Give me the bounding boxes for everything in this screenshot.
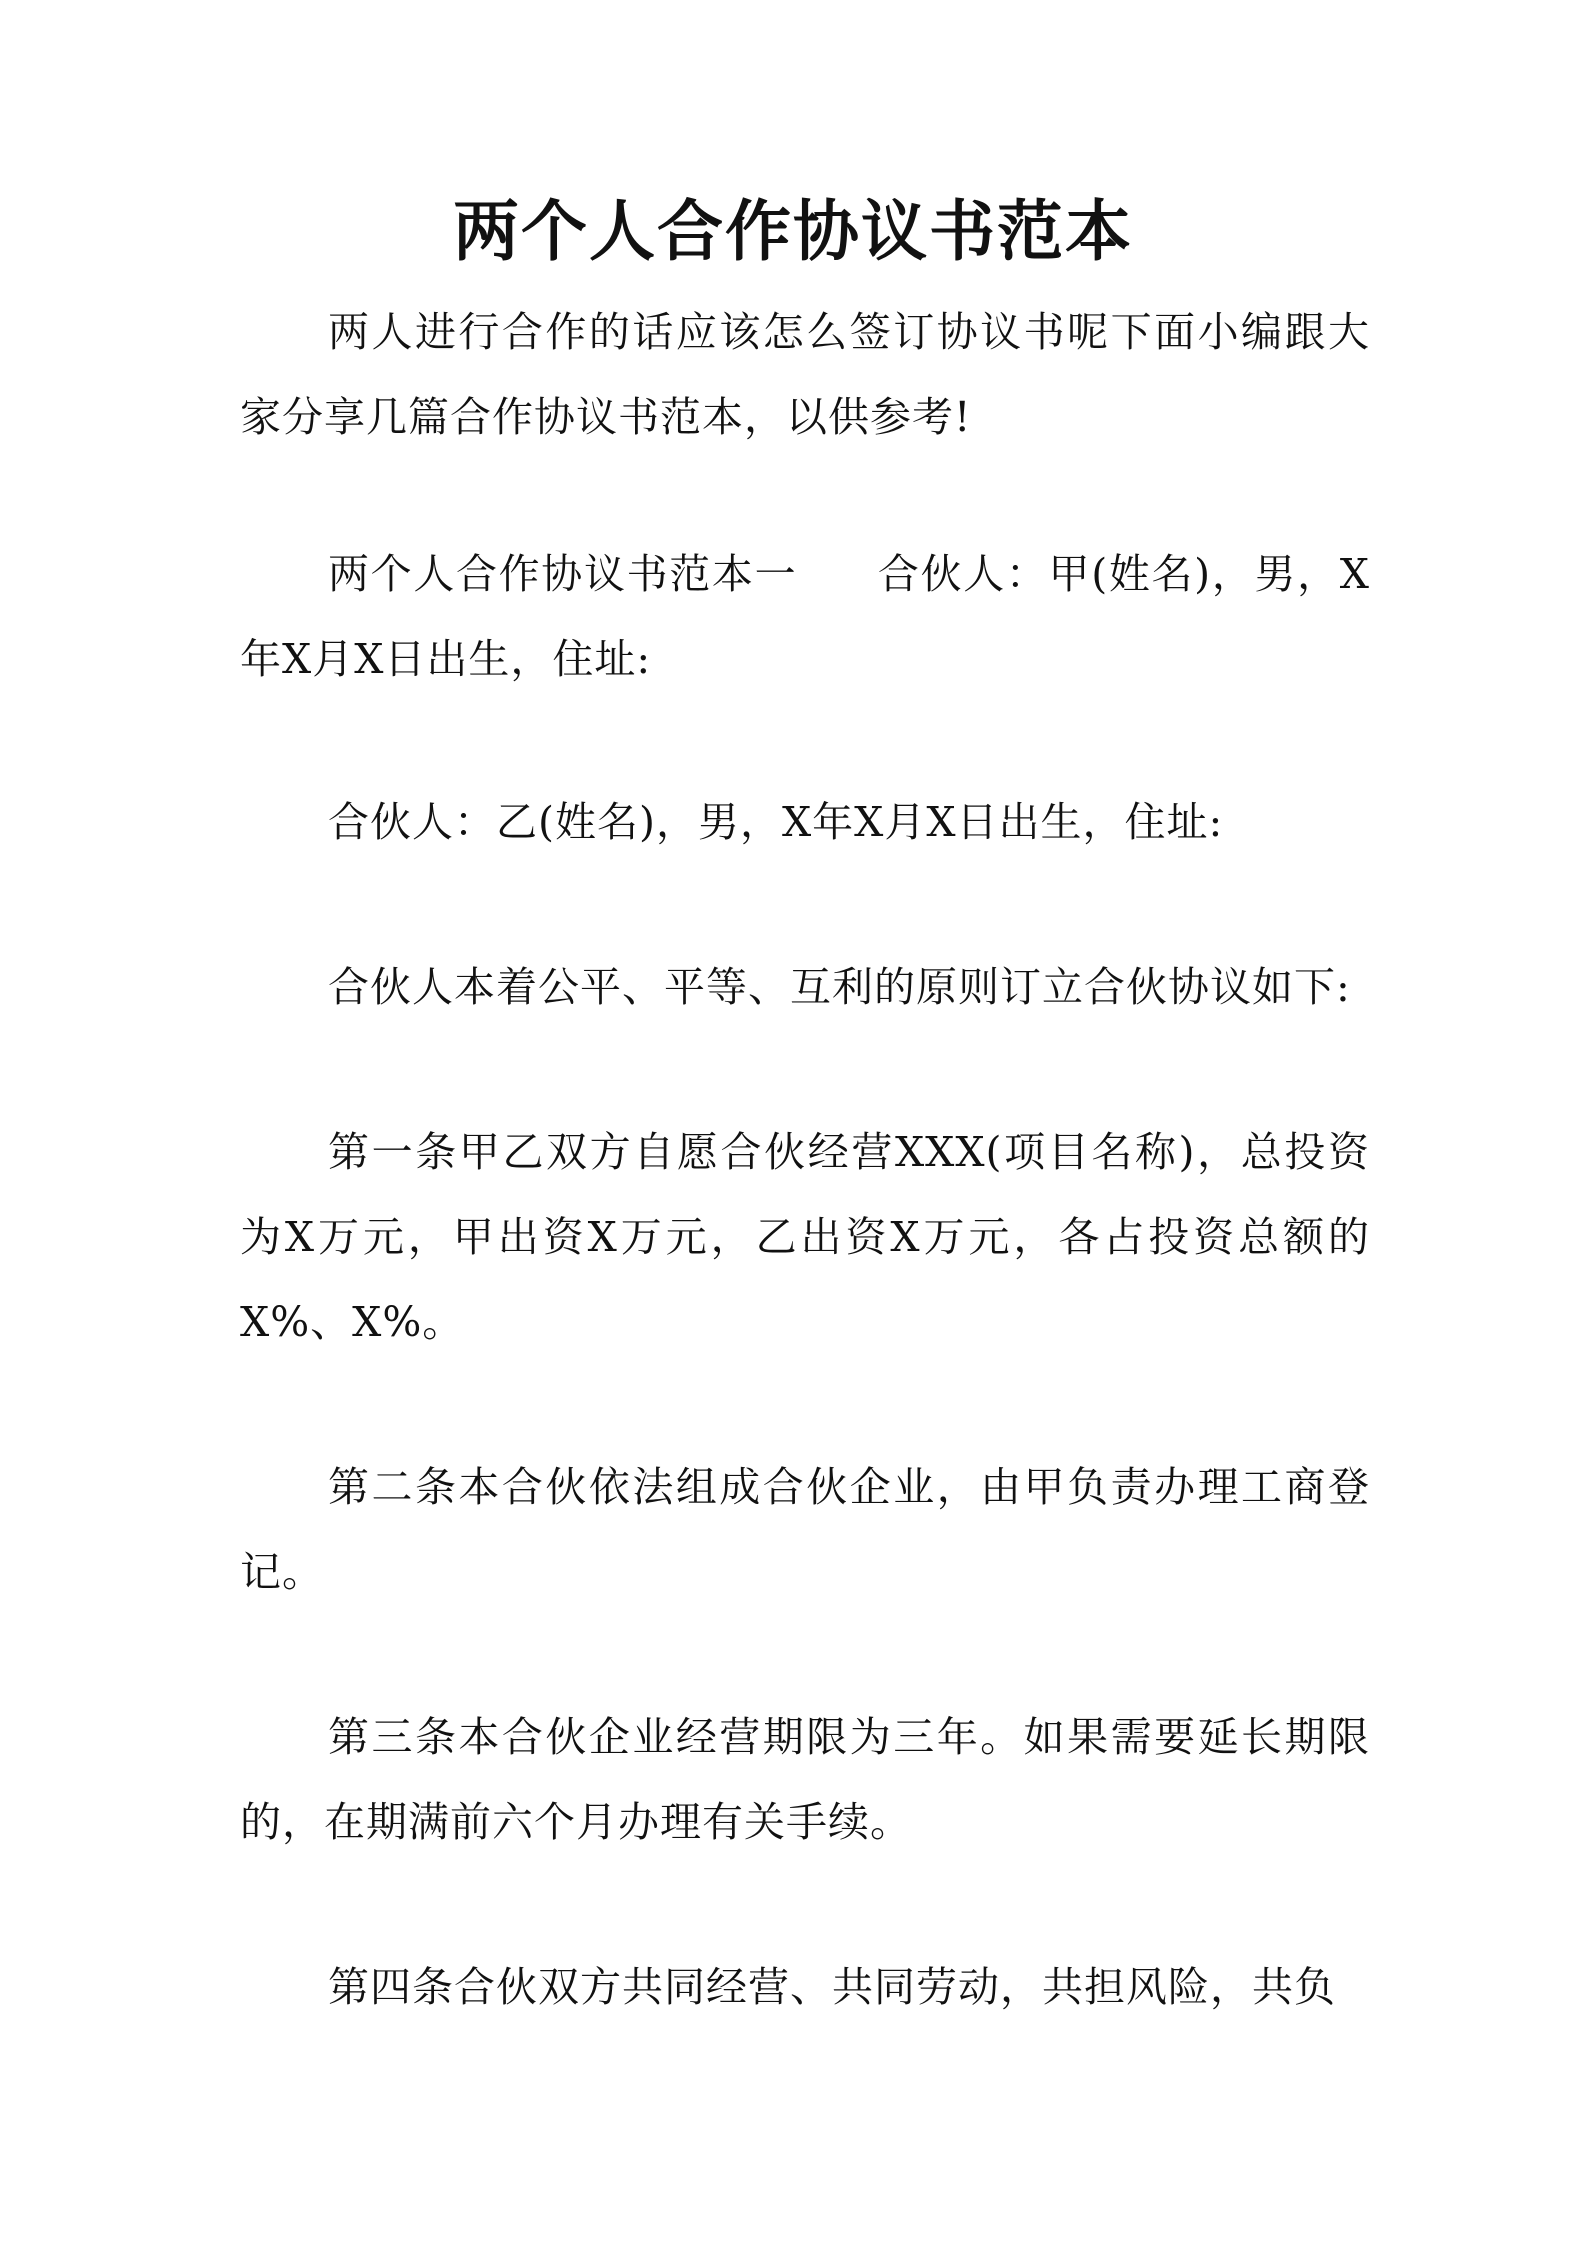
intro-paragraph [240, 290, 1370, 460]
principle-text: 合伙人本着公平、平等、互利的原则订立合伙协议如下: [328, 963, 1351, 1011]
article-four-paragraph [240, 1945, 1370, 2030]
article-three-paragraph [240, 1695, 1370, 1865]
principle-paragraph [240, 945, 1370, 1030]
sample-one-paragraph [240, 532, 1370, 702]
intro-text: 两人进行合作的话应该怎么签订协议书呢下面小编跟大家分享几篇合作协议书范本，以供参考! [240, 308, 1370, 441]
article-two-paragraph [240, 1445, 1370, 1615]
sample-one-heading: 两个人合作协议书范本一 [328, 550, 798, 598]
document-title: 两个人合作协议书范本 [453, 192, 1133, 270]
article-three-text: 第三条本合伙企业经营期限为三年。如果需要延长期限的，在期满前六个月办理有关手续。 [240, 1713, 1370, 1846]
article-four-text: 第四条合伙双方共同经营、共同劳动，共担风险，共负 [328, 1963, 1336, 2011]
article-one-paragraph [240, 1110, 1370, 1365]
partner-a-text: 合伙人：甲(姓名)，男，X年X月X日出生，住址: [240, 550, 1370, 683]
partner-b-paragraph [240, 780, 1370, 865]
partner-b-text: 合伙人：乙(姓名)，男，X年X月X日出生，住址: [328, 798, 1224, 846]
article-one-text: 第一条甲乙双方自愿合伙经营XXX(项目名称)，总投资为X万元，甲出资X万元，乙出资X万元，各占投资总额的X%、X%。 [240, 1128, 1370, 1346]
article-two-text: 第二条本合伙依法组成合伙企业，由甲负责办理工商登记。 [240, 1463, 1370, 1596]
